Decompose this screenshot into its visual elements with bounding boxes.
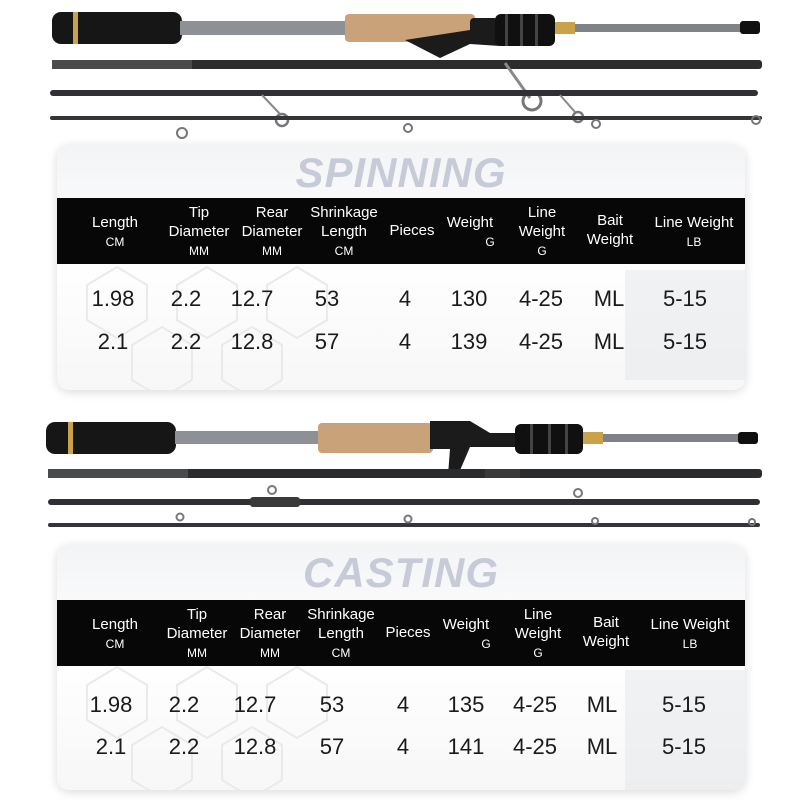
column-weight: Weight G: [442, 615, 491, 651]
column-line-weight-g: Line Weight G: [518, 204, 566, 258]
cell-pieces: 4: [398, 286, 412, 311]
column-bait-weight: Bait Weight: [582, 614, 630, 650]
cell-length: 1.98: [89, 692, 133, 717]
cell-line-weight-g: 4-25: [512, 734, 558, 759]
cell-bait-weight: ML: [586, 734, 618, 759]
column-rear-diameter: Rear Diameter MM: [239, 606, 301, 660]
casting-rod-image: [0, 405, 800, 540]
spinning-rod-image: [0, 0, 800, 145]
cell-shrinkage-length: 57: [314, 329, 340, 354]
column-length: Length CM: [92, 213, 138, 249]
column-length: Length CM: [92, 615, 138, 651]
cell-tip-diameter: 2.2: [170, 286, 202, 311]
column-pieces: Pieces: [389, 221, 435, 239]
column-line-weight-lb: Line Weight LB: [654, 213, 734, 249]
column-tip-diameter: Tip Diameter MM: [168, 204, 230, 258]
cell-bait-weight: ML: [586, 692, 618, 717]
casting-title: CASTING: [303, 549, 499, 596]
cell-bait-weight: ML: [593, 286, 625, 311]
cell-line-weight-g: 4-25: [518, 286, 564, 311]
spinning-spec-card: [57, 145, 745, 390]
cell-line-weight-g: 4-25: [518, 329, 564, 354]
casting-spec-card: [57, 545, 745, 790]
cell-line-weight-lb: 5-15: [661, 692, 707, 717]
cell-rear-diameter: 12.7: [230, 286, 274, 311]
column-shrinkage-length: Shrinkage Length CM: [307, 606, 375, 660]
cell-rear-diameter: 12.8: [230, 329, 274, 354]
table-row: [57, 685, 745, 725]
cell-weight: 139: [450, 329, 488, 354]
column-shrinkage-length: Shrinkage Length CM: [310, 204, 378, 258]
cell-length: 2.1: [97, 329, 129, 354]
cell-line-weight-lb: 5-15: [661, 734, 707, 759]
spinning-title: SPINNING: [295, 149, 507, 196]
cell-bait-weight: ML: [593, 329, 625, 354]
table-row: [57, 322, 745, 362]
column-tip-diameter: Tip Diameter MM: [166, 606, 228, 660]
cell-length: 2.1: [95, 734, 127, 759]
cell-weight: 141: [447, 734, 485, 759]
cell-pieces: 4: [398, 329, 412, 354]
cell-rear-diameter: 12.7: [233, 692, 277, 717]
cell-weight: 135: [447, 692, 485, 717]
spinning-table-header: [57, 198, 745, 264]
table-row: [57, 727, 745, 767]
cell-line-weight-g: 4-25: [512, 692, 558, 717]
column-line-weight-g: Line Weight G: [514, 606, 562, 660]
cell-pieces: 4: [396, 734, 410, 759]
cell-tip-diameter: 2.2: [168, 734, 200, 759]
column-rear-diameter: Rear Diameter MM: [241, 204, 303, 258]
cell-line-weight-lb: 5-15: [662, 329, 708, 354]
cell-shrinkage-length: 57: [319, 734, 345, 759]
cell-tip-diameter: 2.2: [168, 692, 200, 717]
column-pieces: Pieces: [385, 623, 431, 641]
cell-shrinkage-length: 53: [319, 692, 345, 717]
cell-pieces: 4: [396, 692, 410, 717]
cell-length: 1.98: [91, 286, 135, 311]
table-row: [57, 279, 745, 319]
column-weight: Weight G: [446, 213, 495, 249]
cell-line-weight-lb: 5-15: [662, 286, 708, 311]
cell-tip-diameter: 2.2: [170, 329, 202, 354]
column-line-weight-lb: Line Weight LB: [650, 615, 730, 651]
cell-weight: 130: [450, 286, 488, 311]
cell-shrinkage-length: 53: [314, 286, 340, 311]
cell-rear-diameter: 12.8: [233, 734, 277, 759]
column-bait-weight: Bait Weight: [586, 212, 634, 248]
casting-table-header: [57, 600, 745, 666]
